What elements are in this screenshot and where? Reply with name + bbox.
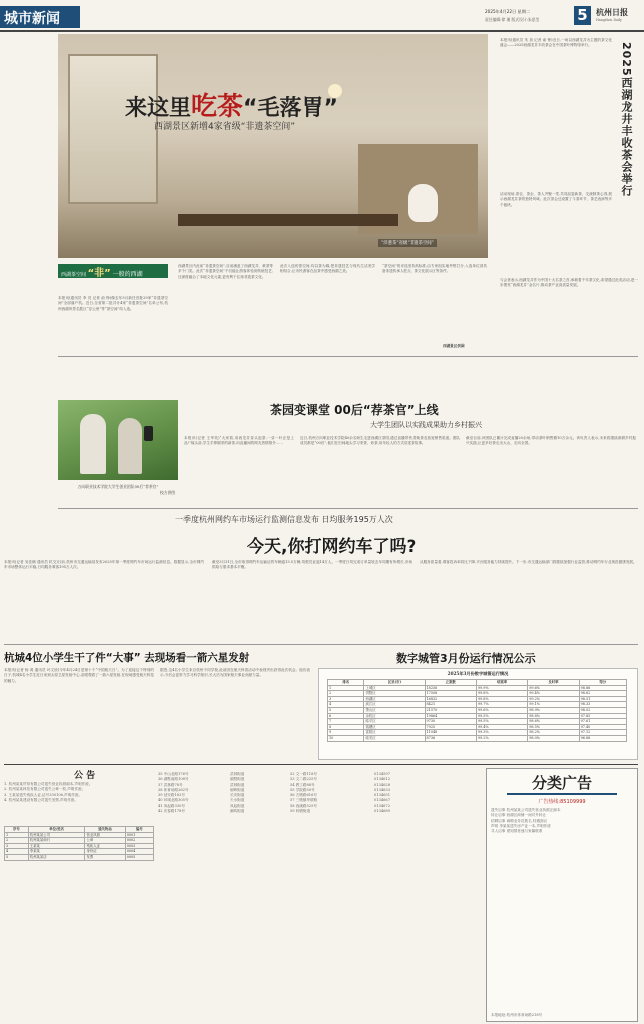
table-cell: 4: [5, 849, 29, 855]
table-cell: 98.9%: [528, 707, 579, 713]
editors: 责任编辑:徐 瑾 版式设计:朱思莹: [485, 17, 540, 22]
digital-col-header: 立案数: [425, 680, 476, 686]
table-cell: 98.51: [579, 696, 626, 702]
digital-col-header: 得分: [579, 680, 626, 686]
table-cell: 98.6%: [528, 719, 579, 725]
address-list-1: [158, 772, 228, 1022]
table-cell: 公章: [85, 838, 125, 844]
table-cell: 8421: [425, 702, 476, 708]
table-cell: 3: [5, 843, 29, 849]
list-item: 41 凤起路330号: [158, 803, 185, 808]
table-row: [328, 685, 627, 691]
divider-4: [4, 764, 638, 765]
list-item: 0134667: [374, 798, 391, 803]
youth-subtitle: 大学生团队以实践成果助力乡村振兴: [370, 421, 482, 429]
section-title: 城市新闻: [4, 11, 60, 27]
list-item: 53 文二路225号: [290, 777, 317, 782]
table-cell: 98.86: [579, 685, 626, 691]
tea-body-a: 西湖景区内此前“非遗茶空间”,目前涵盖了西湖龙井、黄茶等多个门类。此次“非遗茶空间”不仅能让游客体验到传统技艺,还深度融合了本地文化元素,更有利于弘扬非遗茶文化。: [178, 264, 273, 279]
longjing-body-b: 与会者表示,西湖龙井作为中国十大名茶之首,承载着千年茶文化,希望通过此类活动,进一步擦亮“西湖龙井”金名片,推动茶产业高质量发展。: [500, 278, 638, 288]
table-cell: 98.2%: [528, 730, 579, 736]
student-figure-1: [80, 414, 106, 474]
list-item: 42 庆春路178号: [158, 809, 185, 814]
notice-items: [4, 782, 154, 826]
table-cell: 98.0%: [528, 735, 579, 741]
digital-table-title: 2025年3月份数字城管运行情况: [447, 671, 509, 676]
table-cell: 1: [5, 832, 29, 838]
table-cell: 2: [328, 691, 364, 697]
table-cell: 0005: [125, 854, 153, 860]
table-cell: 拱墅区: [364, 691, 425, 697]
table-cell: 临安区: [364, 735, 425, 741]
table-cell: 97.12: [579, 730, 626, 736]
side-label-c: 一般的西湖: [110, 271, 143, 278]
table-cell: 4: [328, 702, 364, 708]
list-item: 38 体育场路262号: [158, 787, 189, 792]
table-cell: 残疾人证: [85, 843, 125, 849]
longjing-body-a: 活动现场,茶农、茶企、茶人齐聚一堂,共同品鉴新茶、交流制茶心得,展示西湖龙井茶的独特风味。此次茶会还设置了斗茶环节、茶艺表演等多个板块。: [500, 192, 612, 207]
tea-body-c: “茶空间”的评选坚持高标准,由专家组实地考察打分,入选单位须具备非遗传承人驻点、茶文化展示区等条件。: [382, 264, 487, 274]
classified-item: 声明 李某某遗失房产证一本,声明作废: [491, 823, 551, 828]
table-cell: 99.4%: [528, 691, 579, 697]
table-row: [328, 696, 627, 702]
table-cell: 98.5%: [528, 724, 579, 730]
table-cell: 17508: [425, 691, 476, 697]
youth-lead: 本报讯(记者 王华英)“大家看,用西龙井芽头泡茶,一芽一叶正是上品!”镜头前,学生手捧刚采的新茶,向直播间的网友热情推介……: [184, 436, 294, 446]
table-cell: 99.6%: [476, 707, 527, 713]
header-rule: [0, 30, 644, 32]
table-cell: 99.8%: [476, 696, 527, 702]
ride-body-b: 截至3月31日,全市取得网约车运输证的车辆逾13.5万辆,驾驶员证逾14万人。一季度日均完成订单量较去年同期有所增长,市场供给与需求基本平衡。: [212, 560, 412, 570]
table-cell: 21570: [425, 707, 476, 713]
digital-col-header: 结案率: [476, 680, 527, 686]
table-cell: 8: [328, 724, 364, 730]
table-cell: 10: [328, 735, 364, 741]
list-item: 52 文一路118号: [290, 772, 317, 776]
longjing-title: 2025西湖龙井丰收茶会举行: [620, 42, 633, 197]
notice-item: 1. 杭州某某贸易有限公司遗失营业执照副本,声明作废。: [4, 782, 93, 786]
notice-col-header: 编号: [125, 827, 153, 833]
notice-title: 公 告: [74, 771, 96, 781]
classified-phone-label: 广告热线: [538, 799, 559, 805]
paper-name-en: Hangzhou Daily: [596, 18, 622, 22]
tea-credit: 西湖景区供图: [443, 344, 465, 348]
phone-icon: [144, 426, 153, 441]
longjing-lead: 本报讯(通讯员 朱 加 记者 俞 铮)近日,一场以西湖龙井为主题的茶文化盛会——2025西湖龙井丰收茶会在中国茶叶博物馆举行。: [500, 38, 612, 48]
table-cell: 7: [328, 719, 364, 725]
table-cell: 身份证: [85, 849, 125, 855]
list-item: 0134672: [374, 803, 391, 808]
table-row: [328, 713, 627, 719]
list-item: 35 中山北路176号: [158, 772, 189, 776]
list-item: 54 教工路88号: [290, 782, 315, 787]
tea-title-row: [125, 86, 338, 123]
notice-col-header: 序号: [5, 827, 29, 833]
divider-1: [58, 356, 638, 357]
table-cell: 王某某: [28, 843, 85, 849]
table-cell: 99.7%: [476, 702, 527, 708]
classified-title: 分类广告: [507, 772, 617, 795]
table-cell: 0004: [125, 849, 153, 855]
table-cell: 3: [328, 696, 364, 702]
address-list-4: [374, 772, 424, 1022]
list-item: 37 武林路78号: [158, 782, 183, 787]
table-cell: 11048: [425, 730, 476, 736]
table-cell: 8736: [425, 735, 476, 741]
digital-table: [327, 679, 627, 742]
list-item: 57 三墩镇华联路: [290, 798, 318, 803]
notice-table: [4, 826, 154, 861]
list-item: 58 西溪路525号: [290, 803, 317, 808]
divider-3: [4, 644, 638, 645]
list-item: 武林街道: [230, 782, 245, 787]
table-cell: 99.2%: [476, 735, 527, 741]
tea-space-photo: [58, 34, 488, 258]
table-cell: 6: [328, 713, 364, 719]
classified-item: 遗失启事 杭州某某公司遗失营业执照正副本: [491, 808, 561, 812]
table-cell: 97.85: [579, 713, 626, 719]
table-cell: 99.9%: [476, 685, 527, 691]
tea-lead: 本报讯(通讯员 李 亮 记者 俞 铮)像去年5月新任首批29家“非遗茶空间”全部落户杭。近日,全省第二批共计4家“非遗茶空间”名单公布,杭州西湖风景名胜区“浮云里”等“茶空间”均入选。: [58, 296, 168, 311]
list-item: 36 湖墅南路108号: [158, 777, 189, 782]
list-item: 长庆街道: [230, 793, 245, 798]
table-cell: 富阳区: [364, 730, 425, 736]
digital-col-header: 及时率: [528, 680, 579, 686]
side-label-b: “非”: [87, 268, 111, 279]
table-cell: 2: [5, 838, 29, 844]
students-body-b: 据悉,这4名小学生来自杭州不同学校,此前因在航天科普活动中表现突出获得此次机会。他们表示,今后会更努力学习科学知识,长大后为国家航天事业贡献力量。: [160, 668, 310, 678]
table-cell: 1: [328, 685, 364, 691]
table-cell: 0001: [125, 832, 153, 838]
table-row: [328, 702, 627, 708]
table-cell: 98.02: [579, 707, 626, 713]
table-cell: 96.88: [579, 735, 626, 741]
classified-item: 寻人启事 望知情者速与家属联系: [491, 829, 543, 834]
digital-col-header: 排名: [328, 680, 364, 686]
list-item: 凤起街道: [230, 803, 245, 808]
photo-caption: “洋葱茶”省级“非遗茶空间”: [378, 239, 437, 247]
table-cell: 18256: [425, 685, 476, 691]
classified-footer: 本报地址:杭州市体育场路218号: [491, 1013, 543, 1017]
table-cell: 99.3%: [476, 730, 527, 736]
digital-table-box: [318, 668, 638, 760]
table-cell: 9: [328, 730, 364, 736]
tea-body-b: 此次入选的茶空间,均以茶为媒,把非遗技艺与现代生活美学相结合,让市民游客在品茶中感受西湖之美。: [280, 264, 375, 274]
table-cell: 19864: [425, 713, 476, 719]
table-cell: 李某某: [28, 849, 85, 855]
window-left: [68, 54, 158, 204]
tea-side-label: [58, 264, 168, 278]
table-cell: 97.61: [579, 719, 626, 725]
table-cell: 98.33: [579, 702, 626, 708]
list-item: 潮鸣街道: [230, 809, 245, 814]
table-top: [178, 214, 398, 226]
youth-caption-2: 校方供图: [160, 490, 176, 495]
classified-phone-row: 广告热线:85109999: [538, 799, 586, 805]
table-cell: 99.6%: [528, 685, 579, 691]
table-cell: 99.8%: [476, 691, 527, 697]
table-cell: 滨江区: [364, 702, 425, 708]
table-cell: 0003: [125, 843, 153, 849]
youth-body-b: 截至目前,该团队已累计完成直播20余场,带动茶叶销售额10万余元。该负责人表示,未来将继续深耕乡村振兴实践,让更多好茶走出大山、走向全国。: [466, 436, 636, 446]
list-item: 40 环城北路305号: [158, 798, 189, 803]
youth-body-a: 近日,杭州万向职业技术学院40余名师生走进西湖区茶园,通过直播带货,帮助茶农拓宽销售渠道。团队成员都是“00后”,他们在田间地头学习采茶、炒茶,用年轻人的方式讲述茶故事。: [300, 436, 460, 446]
table-cell: 9730: [425, 719, 476, 725]
digital-col-header: 区县(市): [364, 680, 425, 686]
list-item: 湖墅街道: [230, 777, 245, 782]
notice-col-header: 单位/姓名: [28, 827, 85, 833]
notice-col-header: 遗失物品: [85, 827, 125, 833]
list-item: 天水街道: [230, 798, 245, 803]
table-cell: 0002: [125, 838, 153, 844]
notice-item: 2. 杭州某某科技有限公司遗失公章一枚,声明作废。: [4, 787, 86, 792]
table-cell: 97.40: [579, 724, 626, 730]
classified-phone: 85109999: [560, 799, 586, 805]
table-row: [5, 854, 154, 860]
table-cell: 余杭区: [364, 713, 425, 719]
tea-title-c: “毛落胃”: [243, 96, 338, 121]
list-item: 55 学院路50号: [290, 787, 315, 792]
table-row: [328, 719, 627, 725]
table-cell: 16832: [425, 696, 476, 702]
table-cell: 营业执照: [85, 832, 125, 838]
table-cell: 西湖区: [364, 696, 425, 702]
table-row: [328, 735, 627, 741]
table-row: [328, 724, 627, 730]
youth-title: 茶园变课堂 00后“荐茶官”上线: [270, 403, 439, 417]
table-cell: 98.8%: [528, 713, 579, 719]
ride-body-a: 本报讯(记者 吴佳楠 通讯员 杭交)日前,杭州市交通运输局发布2025年第一季度网约车市场运行监测信息。数据显示,全市网约车市场整体运行平稳,日均服务乘客195万人次。: [4, 560, 204, 570]
tea-subtitle: 西湖景区新增4家省级“非遗茶空间”: [154, 122, 296, 132]
ride-body-c: 从服务质量看,乘客投诉率同比下降,平台服务能力持续提升。下一步,市交通运输部门将继续加强行业监管,推动网约车行业规范健康发展。: [420, 560, 637, 564]
student-figure-2: [118, 418, 142, 474]
address-list-3: [290, 772, 370, 1022]
list-item: 0134612: [374, 777, 391, 782]
list-item: 0134651: [374, 793, 391, 798]
table-cell: 5: [328, 707, 364, 713]
table-row: [328, 691, 627, 697]
digital-title: 数字城管3月份运行情况公示: [396, 652, 536, 665]
ride-kicker: 一季度杭州网约车市场运行监测信息发布 日均服务195万人次: [175, 515, 393, 524]
table-cell: 99.2%: [528, 696, 579, 702]
list-item: 0134633: [374, 787, 391, 792]
table-cell: 7925: [425, 724, 476, 730]
classified-item: 转让启事 西湖区商铺一间对外转让: [491, 813, 547, 818]
masthead: [0, 0, 644, 32]
tea-title-b: 吃茶: [191, 92, 244, 122]
notice-item: 3. 王某某遗失残疾人证,证号330106,声明作废。: [4, 792, 83, 797]
list-item: 武林街道: [230, 772, 245, 776]
table-cell: 临平区: [364, 719, 425, 725]
vase: [408, 184, 438, 222]
paper-name: 杭州日报: [596, 7, 628, 17]
youth-photo: [58, 400, 178, 480]
classified-box: [486, 768, 638, 1022]
classified-item: 招聘启事 诚聘业务员数名,待遇面议: [491, 818, 548, 823]
notice-item: 4. 杭州某某建设有限公司遗失发票,声明作废。: [4, 797, 78, 802]
table-cell: 99.5%: [476, 713, 527, 719]
table-cell: 99.5%: [476, 719, 527, 725]
table-cell: 发票: [85, 854, 125, 860]
issue-date: 2025年4月22日 星期二: [485, 9, 531, 14]
table-cell: 99.1%: [528, 702, 579, 708]
table-cell: 杭州某某商行: [28, 838, 85, 844]
table-cell: 杭州某某公司: [28, 832, 85, 838]
table-cell: 钱塘区: [364, 724, 425, 730]
side-label-a: 西湖茶空间: [61, 272, 88, 278]
table-cell: 杭州某某店: [28, 854, 85, 860]
table-cell: 上城区: [364, 685, 425, 691]
students-body-a: 本报讯(记者 杨 鸿 通讯员 叶文欣)今年4月24日是第十个“中国航天日”。为了迎接这个特别的日子,杭城4名小学生近日来到太原卫星发射中心,亲眼观看了一箭六星发射,在现场感受航天科技的魅力。: [4, 668, 154, 683]
table-cell: 5: [5, 854, 29, 860]
list-item: 0134597: [374, 772, 391, 776]
table-row: [328, 730, 627, 736]
address-list-2: [230, 772, 280, 1022]
list-item: 59 转塘街道: [290, 809, 311, 814]
tea-title-a: 来这里: [125, 96, 192, 121]
table-row: [328, 707, 627, 713]
list-item: 56 古墩路616号: [290, 793, 317, 798]
list-item: 0134689: [374, 809, 391, 814]
list-item: 0134628: [374, 782, 391, 787]
table-cell: 99.4%: [476, 724, 527, 730]
table-cell: 98.62: [579, 691, 626, 697]
classified-items: [487, 808, 637, 834]
page-number: 5: [574, 6, 591, 25]
ride-title: 今天,你打网约车了吗?: [247, 537, 417, 557]
list-item: 39 延安路182号: [158, 793, 185, 798]
table-cell: 萧山区: [364, 707, 425, 713]
students-title: 杭城4位小学生干了件“大事” 去现场看一箭六星发射: [4, 652, 250, 664]
list-item: 朝晖街道: [230, 787, 245, 792]
youth-photo-caption: 万向职业技术学院大学生创业团队00后“荐茶官”: [77, 484, 159, 489]
divider-2: [58, 508, 638, 509]
